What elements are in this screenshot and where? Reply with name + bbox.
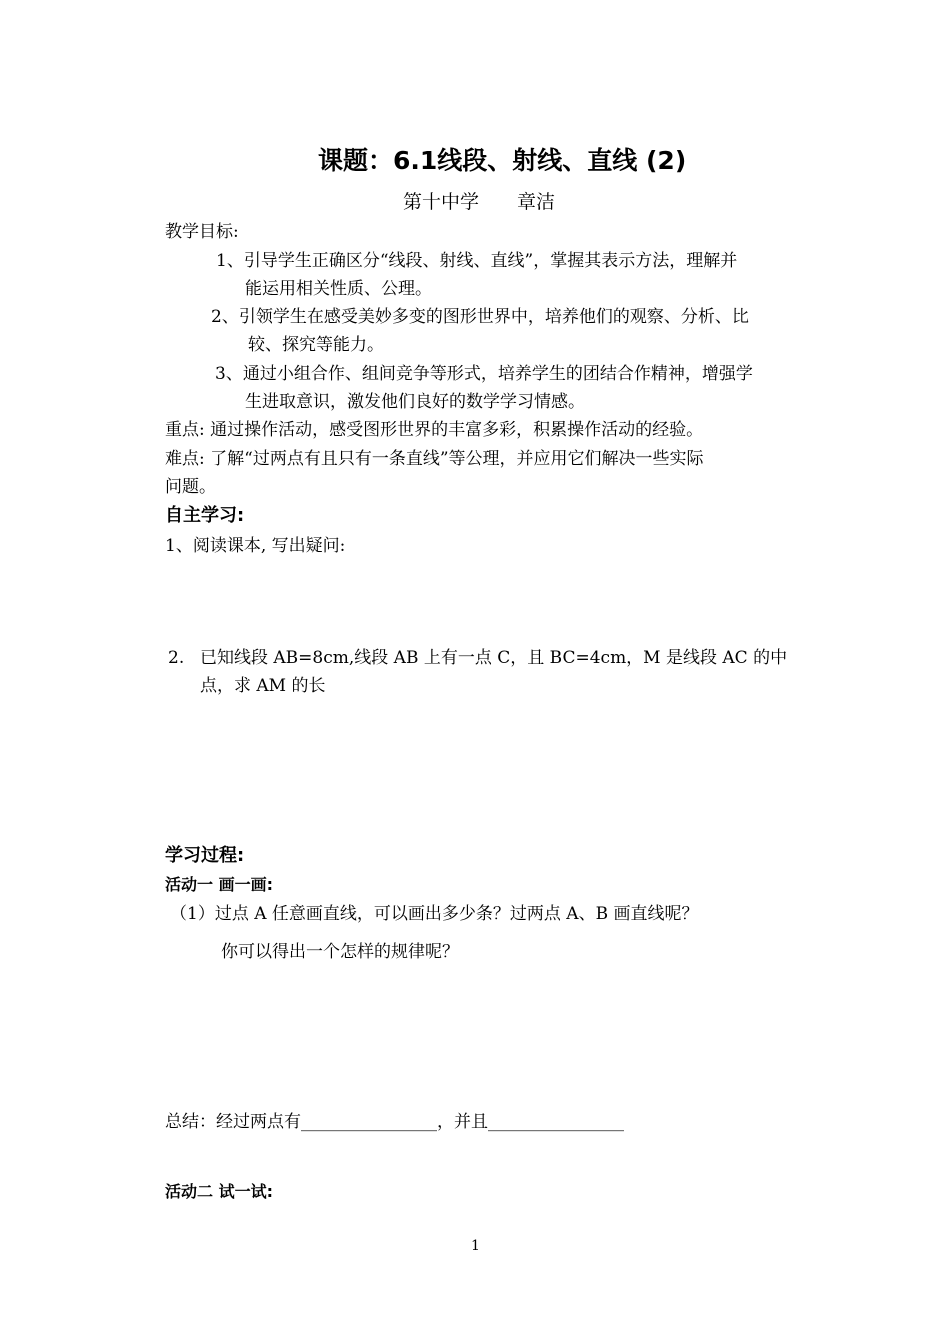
process-heading: 学习过程: [165,845,245,866]
page-title: 课题：6.1线段、射线、直线 (2) [318,146,687,175]
activity-2-heading: 活动二 试一试: [165,1182,273,1201]
objective-3-line-1: 3、通过小组合作、组间竞争等形式，培养学生的团结合作精神，增强学 [215,364,753,384]
page-number: 1 [471,1238,480,1254]
objective-1-line-1: 1、引导学生正确区分“线段、射线、直线”，掌握其表示方法，理解并 [216,251,738,271]
difficulty-line-1: 难点: 了解“过两点有且只有一条直线”等公理，并应用它们解决一些实际 [165,449,704,469]
difficulty-line-2: 问题。 [165,477,216,497]
objective-3-line-2: 生进取意识，激发他们良好的数学学习情感。 [245,392,585,412]
activity-1-question-2: 你可以得出一个怎样的规律呢？ [221,942,459,962]
key-point: 重点: 通过操作活动，感受图形世界的丰富多彩，积累操作活动的经验。 [165,420,704,440]
author-byline: 第十中学 章洁 [403,191,556,213]
self-study-question-2-number: 2. [168,648,185,668]
self-study-question-2-line-2: 点，求 AM 的长 [200,676,326,696]
activity-1-heading: 活动一 画一画: [165,875,273,894]
objectives-heading: 教学目标: [165,222,239,242]
activity-1-question-1: （1）过点 A 任意画直线，可以画出多少条？过两点 A、B 画直线呢？ [170,904,699,924]
self-study-question-2-line-1: 已知线段 AB=8cm,线段 AB 上有一点 C，且 BC=4cm，M 是线段 AC 的中 [200,648,788,668]
objective-2-line-2: 较、探究等能力。 [248,335,384,355]
self-study-question-1: 1、阅读课本, 写出疑问: [165,536,346,556]
summary-line: 总结：经过两点有________________，并且________________ [165,1112,624,1132]
objective-1-line-2: 能运用相关性质、公理。 [245,279,432,299]
self-study-heading: 自主学习: [165,505,245,526]
objective-2-line-1: 2、引领学生在感受美妙多变的图形世界中，培养他们的观察、分析、比 [211,307,749,327]
